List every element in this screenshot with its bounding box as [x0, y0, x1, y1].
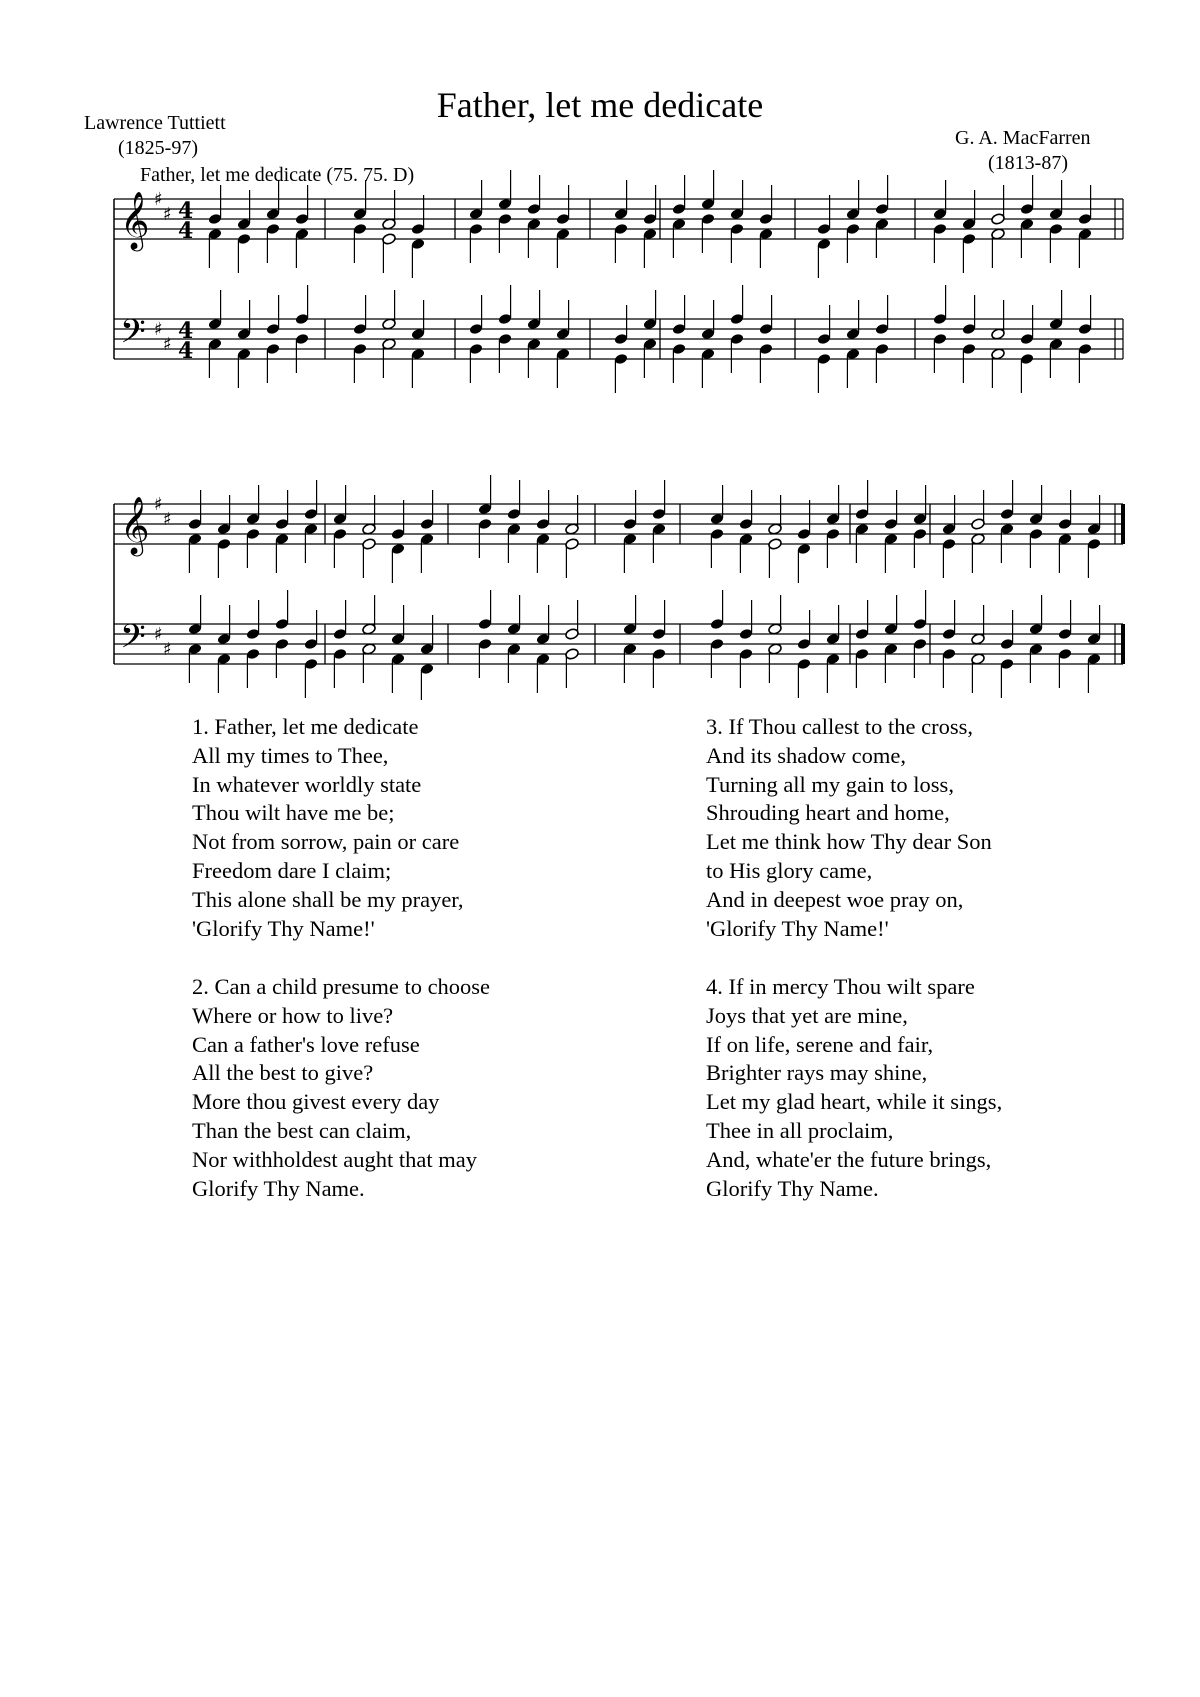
verse-line: Can a father's love refuse [192, 1031, 420, 1057]
page-title: Father, let me dedicate [436, 85, 764, 125]
verse-line: Where or how to live? [192, 1002, 394, 1028]
verse-2 [192, 973, 490, 1203]
music-score [0, 0, 1200, 700]
verse-line: 1. Father, let me dedicate [192, 714, 419, 739]
verse-line: Shrouding heart and home, [706, 800, 950, 826]
composer-dates: (1813-87) [988, 152, 1068, 174]
treble-clef-icon: 𝄞 [120, 496, 150, 554]
verse-line: Brighter rays may shine, [706, 1060, 928, 1086]
verse-line: All my times to Thee, [192, 742, 389, 768]
verse-line: More thou givest every day [192, 1089, 440, 1115]
bass-clef-icon: 𝄢 [120, 618, 146, 664]
time-signature: 4 [178, 198, 194, 224]
verse-line: And, whate'er the future brings, [706, 1146, 992, 1172]
verse-line: Glorify Thy Name. [192, 1175, 365, 1201]
sharp-icon: ♯ [154, 189, 163, 210]
sharp-icon: ♯ [154, 624, 163, 645]
verse-line: In whatever worldly state [192, 771, 422, 797]
verse-line: 3. If Thou callest to the cross, [706, 714, 974, 739]
verse-line: And in deepest woe pray on, [706, 886, 964, 912]
verse-line: Turning all my gain to loss, [706, 771, 954, 797]
bass-clef-icon: 𝄢 [120, 313, 146, 359]
time-signature: 4 [178, 338, 194, 364]
verse-line: Glorify Thy Name. [706, 1175, 879, 1201]
tune-name: Father, let me dedicate (75. 75. D) [140, 164, 415, 186]
lyricist-name: Lawrence Tuttiett [84, 112, 226, 134]
sharp-icon: ♯ [154, 494, 163, 515]
verse-1 [192, 713, 464, 943]
verse-line: Let my glad heart, while it sings, [706, 1089, 1003, 1115]
verse-line: All the best to give? [192, 1060, 374, 1086]
verse-line: This alone shall be my prayer, [192, 886, 464, 912]
verse-line: Not from sorrow, pain or care [192, 829, 460, 855]
sharp-icon: ♯ [163, 204, 172, 225]
verse-line: Let me think how Thy dear Son [706, 829, 992, 855]
verse-line: Joys that yet are mine, [706, 1002, 908, 1028]
verse-line: 2. Can a child presume to choose [192, 974, 491, 999]
sharp-icon: ♯ [163, 509, 172, 530]
sharp-icon: ♯ [154, 319, 163, 340]
verse-line: Than the best can claim, [192, 1117, 412, 1143]
sharp-icon: ♯ [163, 639, 172, 660]
verse-line: 4. If in mercy Thou wilt spare [706, 974, 975, 999]
verse-line: Thou wilt have me be; [192, 800, 395, 826]
composer-name: G. A. MacFarren [955, 127, 1091, 149]
verse-line: And its shadow come, [706, 742, 906, 768]
verse-line: Freedom dare I claim; [192, 857, 392, 883]
verse-4 [706, 973, 1002, 1203]
treble-clef-icon: 𝄞 [120, 191, 150, 249]
verse-3 [706, 713, 992, 943]
time-signature: 4 [178, 218, 194, 244]
verse-line: Thee in all proclaim, [706, 1117, 894, 1143]
lyricist-dates: (1825-97) [118, 137, 198, 159]
sharp-icon: ♯ [163, 334, 172, 355]
verse-line: If on life, serene and fair, [706, 1031, 934, 1057]
time-signature: 4 [178, 318, 194, 344]
verse-line: 'Glorify Thy Name!' [192, 915, 375, 941]
verse-line: Nor withholdest aught that may [192, 1146, 477, 1172]
verse-line: to His glory came, [706, 857, 873, 883]
verse-line: 'Glorify Thy Name!' [706, 915, 889, 941]
